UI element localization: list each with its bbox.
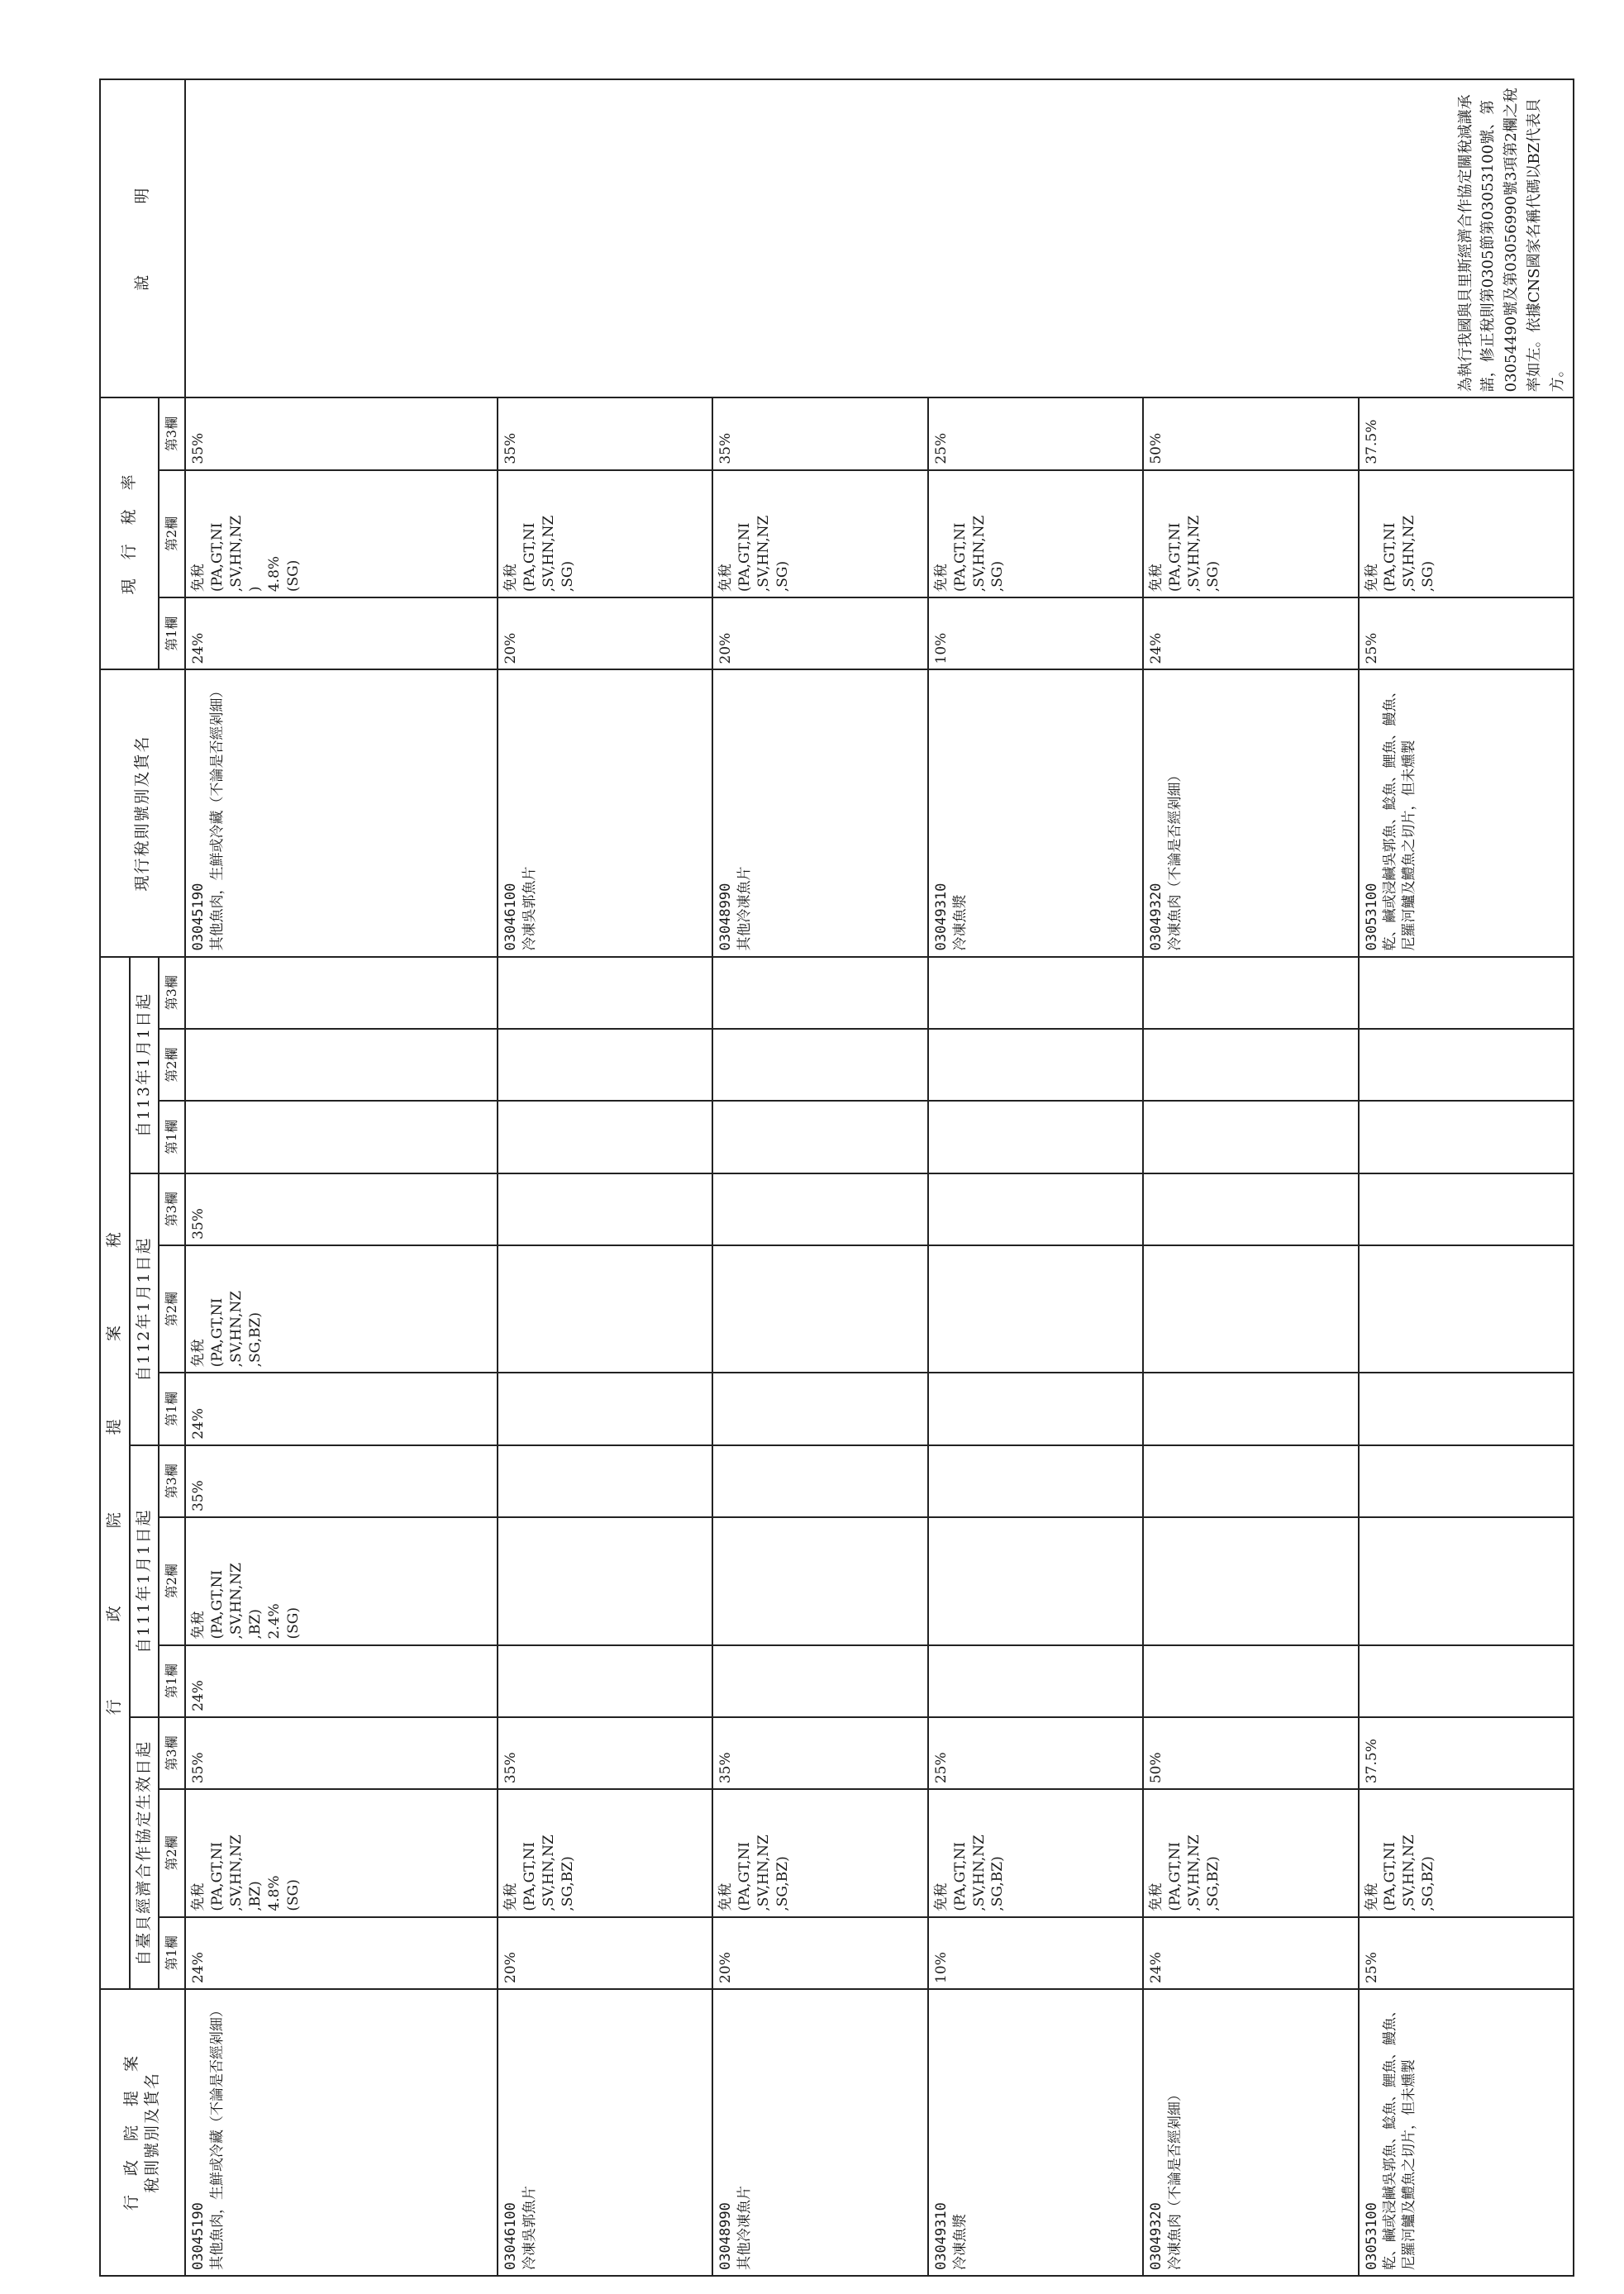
y112-rate-col3 xyxy=(712,1173,927,1245)
group-effective: 自臺貝經濟合作協定生效日起 xyxy=(130,1717,160,1989)
table-row xyxy=(498,79,712,2276)
cur-rate-col3 xyxy=(185,397,498,469)
y111-rate-col3 xyxy=(928,1445,1143,1517)
current-item xyxy=(1143,669,1358,956)
rate-value: 35% xyxy=(502,1752,519,1784)
rate-value: 免稅 (PA,GT,NI ,SV,HN,NZ ,SG) xyxy=(502,515,576,593)
current-tariff-code: 03049320 xyxy=(1148,883,1165,951)
tariff-code: 03049310 xyxy=(932,2202,950,2270)
cur-rate-col2 xyxy=(185,470,498,597)
rate-value: 免稅 (PA,GT,NI ,SV,HN,NZ ,SG,BZ) xyxy=(1148,1835,1222,1911)
header-row-cols xyxy=(159,79,185,2276)
rate-value: 24% xyxy=(189,632,207,664)
rate-value: 10% xyxy=(932,1952,950,1983)
current-item xyxy=(1359,669,1574,956)
rate-value: 50% xyxy=(1148,1752,1165,1784)
y112-rate-col2 xyxy=(928,1245,1143,1373)
tariff-table xyxy=(99,79,1574,2277)
y112-rate-col1 xyxy=(712,1373,927,1444)
proposal-item xyxy=(712,1989,927,2276)
cur-rate-col2 xyxy=(1359,470,1574,597)
y113-rate-col1 xyxy=(1359,1101,1574,1173)
y111-rate-col1 xyxy=(1143,1645,1358,1717)
y113-col1: 第1欄 xyxy=(159,1101,185,1173)
cur-rate-col3 xyxy=(712,397,927,469)
y113-rate-col1 xyxy=(928,1101,1143,1173)
rate-value: 20% xyxy=(502,1952,519,1983)
y111-rate-col3 xyxy=(712,1445,927,1517)
cur-rate-col3 xyxy=(1143,397,1358,469)
y112-rate-col1 xyxy=(928,1373,1143,1444)
rate-value: 35% xyxy=(189,1208,207,1240)
y113-rate-col2 xyxy=(1143,1029,1358,1101)
eff-rate-col3 xyxy=(185,1717,498,1789)
remarks-text: 為執行我國與貝里斯經濟合作協定關稅減讓承諾，修正稅則第0305節第03053100號、第03054490號及第03056990號3項第2欄之稅率如左。依據CNS國家名稱代碼以BZ代表貝方。 xyxy=(1456,88,1567,393)
rate-value: 20% xyxy=(717,632,735,664)
tariff-code: 03048990 xyxy=(717,2202,735,2270)
proposal-code-col: 稅則號別及貨名 xyxy=(143,2071,162,2193)
rate-value: 35% xyxy=(189,1480,207,1512)
current-goods-name: 冷凍魚肉（不論是否經剁細） xyxy=(1167,768,1183,951)
table-row xyxy=(1359,79,1574,2276)
rate-value: 20% xyxy=(717,1952,735,1983)
y113-rate-col1 xyxy=(498,1101,712,1173)
y111-rate-col2 xyxy=(928,1517,1143,1644)
goods-name: 其他冷凍魚片 xyxy=(736,2186,754,2270)
cur-rate-col2 xyxy=(498,470,712,597)
y111-rate-col1 xyxy=(1359,1645,1574,1717)
rate-value: 免稅 (PA,GT,NI ,SV,HN,NZ ) 4.8% (SG) xyxy=(189,515,302,593)
rate-value: 免稅 (PA,GT,NI ,SV,HN,NZ ,SG,BZ) xyxy=(1363,1835,1437,1911)
group-112: 自112年1月1日起 xyxy=(130,1173,160,1445)
proposal-item xyxy=(185,1989,498,2276)
eff-rate-col1 xyxy=(185,1917,498,1989)
y111-rate-col2 xyxy=(498,1517,712,1644)
y113-rate-col3 xyxy=(185,957,498,1029)
y112-rate-col3 xyxy=(185,1173,498,1245)
y111-col1: 第1欄 xyxy=(159,1645,185,1717)
tariff-code: 03049320 xyxy=(1148,2202,1165,2270)
rate-value: 免稅 (PA,GT,NI ,SV,HN,NZ ,BZ) 4.8% (SG) xyxy=(189,1835,302,1911)
cur-rate-col2 xyxy=(1143,470,1358,597)
cur-col1: 第1欄 xyxy=(159,597,185,669)
cur-rate-col1 xyxy=(498,597,712,669)
current-tariff-code: 03053100 xyxy=(1363,883,1380,951)
eff-rate-col1 xyxy=(498,1917,712,1989)
eff-col2: 第2欄 xyxy=(159,1789,185,1916)
y111-rate-col2 xyxy=(712,1517,927,1644)
remarks-header: 說 明 xyxy=(100,79,185,397)
goods-name: 冷凍魚肉（不論是否經剁細） xyxy=(1167,2087,1183,2270)
cur-rate-col1 xyxy=(928,597,1143,669)
cur-rate-col2 xyxy=(712,470,927,597)
y113-rate-col1 xyxy=(712,1101,927,1173)
y113-rate-col2 xyxy=(928,1029,1143,1101)
rate-value: 24% xyxy=(189,1407,207,1440)
rate-value: 37.5% xyxy=(1363,1739,1380,1784)
shui-label: 稅 xyxy=(105,1230,123,1249)
y111-col3: 第3欄 xyxy=(159,1445,185,1517)
tariff-code: 03046100 xyxy=(502,2202,519,2270)
current-item xyxy=(498,669,712,956)
rate-value: 免稅 (PA,GT,NI ,SV,HN,NZ ,SG,BZ) xyxy=(932,1835,1007,1911)
y113-rate-col2 xyxy=(1359,1029,1574,1101)
y111-rate-col1 xyxy=(498,1645,712,1717)
rate-value: 25% xyxy=(1363,1952,1380,1983)
y113-rate-col1 xyxy=(185,1101,498,1173)
ti-label: 提 xyxy=(105,1417,123,1435)
rate-value: 免稅 (PA,GT,NI ,SV,HN,NZ ,SG) xyxy=(1363,515,1437,593)
zheng-label: 政 xyxy=(105,1604,123,1622)
rate-value: 免稅 (PA,GT,NI ,SV,HN,NZ ,SG) xyxy=(1148,515,1222,593)
y111-rate-col2 xyxy=(1143,1517,1358,1644)
y112-col3: 第3欄 xyxy=(159,1173,185,1245)
eff-rate-col1 xyxy=(712,1917,927,1989)
rate-value: 35% xyxy=(502,432,519,464)
table-row xyxy=(1143,79,1358,2276)
tariff-code: 03045190 xyxy=(189,2202,207,2270)
proposal-left-label: 行 xyxy=(105,1697,123,1716)
rate-value: 免稅 (PA,GT,NI ,SV,HN,NZ ,BZ) 2.4% (SG) xyxy=(189,1563,302,1640)
y112-col2: 第2欄 xyxy=(159,1245,185,1373)
rate-value: 35% xyxy=(717,1752,735,1784)
rate-value: 免稅 (PA,GT,NI ,SV,HN,NZ ,SG,BZ) xyxy=(717,1835,791,1911)
y112-rate-col3 xyxy=(498,1173,712,1245)
y111-rate-col3 xyxy=(185,1445,498,1517)
y111-col2: 第2欄 xyxy=(159,1517,185,1644)
eff-rate-col2 xyxy=(928,1789,1143,1916)
current-goods-name: 冷凍魚漿 xyxy=(951,894,969,951)
remarks-cell xyxy=(185,79,1574,397)
cur-rate-col3 xyxy=(498,397,712,469)
y111-rate-col2 xyxy=(185,1517,498,1644)
y112-rate-col3 xyxy=(928,1173,1143,1245)
rate-value: 10% xyxy=(932,632,950,664)
proposal-title: 行 政 院 提 案 xyxy=(121,2054,140,2211)
y113-rate-col2 xyxy=(185,1029,498,1101)
cur-col3: 第3欄 xyxy=(159,397,185,469)
proposal-rate-header xyxy=(100,957,130,1989)
y113-col3: 第3欄 xyxy=(159,957,185,1029)
proposal-code-header xyxy=(100,1989,185,2276)
eff-rate-col1 xyxy=(1143,1917,1358,1989)
eff-rate-col3 xyxy=(1143,1717,1358,1789)
y112-rate-col1 xyxy=(498,1373,712,1444)
rate-value: 免稅 (PA,GT,NI ,SV,HN,NZ ,SG,BZ) xyxy=(189,1290,264,1368)
y111-rate-col2 xyxy=(1359,1517,1574,1644)
current-rate-header: 現 行 稅 率 xyxy=(100,397,159,669)
y111-rate-col1 xyxy=(712,1645,927,1717)
eff-rate-col3 xyxy=(928,1717,1143,1789)
proposal-item xyxy=(928,1989,1143,2276)
cur-rate-col3 xyxy=(1359,397,1574,469)
rate-value: 37.5% xyxy=(1363,419,1380,464)
y111-rate-col3 xyxy=(498,1445,712,1517)
cur-rate-col3 xyxy=(928,397,1143,469)
current-item xyxy=(928,669,1143,956)
eff-col1: 第1欄 xyxy=(159,1917,185,1989)
cur-rate-col1 xyxy=(1143,597,1358,669)
cur-rate-col1 xyxy=(712,597,927,669)
tariff-sheet xyxy=(99,79,1574,2277)
proposal-item xyxy=(498,1989,712,2276)
rate-value: 25% xyxy=(1363,632,1380,664)
y113-rate-col2 xyxy=(498,1029,712,1101)
y113-rate-col3 xyxy=(928,957,1143,1029)
y112-rate-col2 xyxy=(712,1245,927,1373)
current-item xyxy=(185,669,498,956)
eff-rate-col1 xyxy=(928,1917,1143,1989)
rate-value: 24% xyxy=(1148,632,1165,664)
current-goods-name: 其他魚肉，生鮮或冷藏（不論是否經剁細） xyxy=(208,683,226,951)
group-113: 自113年1月1日起 xyxy=(130,957,160,1173)
current-goods-name: 乾、鹹或浸鹹吳郭魚、鯰魚、鯉魚、鰻魚、尼羅河鱸及鱧魚之切片，但未燻製 xyxy=(1382,683,1418,951)
y112-rate-col3 xyxy=(1359,1173,1574,1245)
table-row xyxy=(928,79,1143,2276)
goods-name: 冷凍魚漿 xyxy=(951,2214,969,2270)
goods-name: 乾、鹹或浸鹹吳郭魚、鯰魚、鯉魚、鰻魚、尼羅河鱸及鱧魚之切片，但未燻製 xyxy=(1382,2003,1418,2270)
eff-rate-col2 xyxy=(1143,1789,1358,1916)
table-row xyxy=(712,79,927,2276)
current-goods-name: 冷凍吳郭魚片 xyxy=(521,866,538,951)
current-goods-name: 其他冷凍魚片 xyxy=(736,866,754,951)
rate-value: 免稅 (PA,GT,NI ,SV,HN,NZ ,SG,BZ) xyxy=(502,1835,576,1911)
y112-rate-col2 xyxy=(498,1245,712,1373)
y112-rate-col3 xyxy=(1143,1173,1358,1245)
tariff-code: 03053100 xyxy=(1363,2202,1380,2270)
rate-value: 24% xyxy=(189,1680,207,1711)
y111-rate-col1 xyxy=(185,1645,498,1717)
an-label: 案 xyxy=(105,1324,123,1342)
y112-rate-col1 xyxy=(1143,1373,1358,1444)
y111-rate-col1 xyxy=(928,1645,1143,1717)
group-111: 自111年1月1日起 xyxy=(130,1445,160,1717)
rate-value: 50% xyxy=(1148,432,1165,464)
y111-rate-col3 xyxy=(1143,1445,1358,1517)
y113-rate-col2 xyxy=(712,1029,927,1101)
header-row-top xyxy=(100,79,130,2276)
rate-value: 免稅 (PA,GT,NI ,SV,HN,NZ ,SG) xyxy=(932,515,1007,593)
y113-rate-col3 xyxy=(1359,957,1574,1029)
yuan-label: 院 xyxy=(105,1511,123,1529)
eff-rate-col3 xyxy=(498,1717,712,1789)
y112-rate-col2 xyxy=(1359,1245,1574,1373)
current-tariff-code: 03049310 xyxy=(932,883,950,951)
eff-rate-col2 xyxy=(498,1789,712,1916)
table-row xyxy=(185,79,498,2276)
eff-rate-col2 xyxy=(185,1789,498,1916)
y113-rate-col3 xyxy=(1143,957,1358,1029)
current-tariff-code: 03046100 xyxy=(502,883,519,951)
rate-value: 24% xyxy=(1148,1952,1165,1983)
y112-rate-col2 xyxy=(185,1245,498,1373)
eff-col3: 第3欄 xyxy=(159,1717,185,1789)
current-item xyxy=(712,669,927,956)
eff-rate-col2 xyxy=(1359,1789,1574,1916)
current-code-header: 現行稅則號別及貨名 xyxy=(100,669,185,956)
cur-rate-col1 xyxy=(1359,597,1574,669)
current-tariff-code: 03045190 xyxy=(189,883,207,951)
y113-rate-col3 xyxy=(712,957,927,1029)
cur-col2: 第2欄 xyxy=(159,470,185,597)
goods-name: 冷凍吳郭魚片 xyxy=(521,2186,538,2270)
y112-col1: 第1欄 xyxy=(159,1373,185,1444)
eff-rate-col1 xyxy=(1359,1917,1574,1989)
tariff-body xyxy=(185,79,1574,2276)
proposal-item xyxy=(1359,1989,1574,2276)
eff-rate-col3 xyxy=(712,1717,927,1789)
y113-col2: 第2欄 xyxy=(159,1029,185,1101)
y113-rate-col3 xyxy=(498,957,712,1029)
y112-rate-col1 xyxy=(185,1373,498,1444)
rate-value: 25% xyxy=(932,1752,950,1784)
rate-value: 35% xyxy=(189,432,207,464)
proposal-item xyxy=(1143,1989,1358,2276)
y112-rate-col1 xyxy=(1359,1373,1574,1444)
y112-rate-col2 xyxy=(1143,1245,1358,1373)
goods-name: 其他魚肉，生鮮或冷藏（不論是否經剁細） xyxy=(208,2003,226,2270)
y113-rate-col1 xyxy=(1143,1101,1358,1173)
rate-value: 免稅 (PA,GT,NI ,SV,HN,NZ ,SG) xyxy=(717,515,791,593)
y111-rate-col3 xyxy=(1359,1445,1574,1517)
rate-value: 35% xyxy=(717,432,735,464)
eff-rate-col3 xyxy=(1359,1717,1574,1789)
cur-rate-col1 xyxy=(185,597,498,669)
rate-value: 20% xyxy=(502,632,519,664)
rate-value: 25% xyxy=(932,432,950,464)
cur-rate-col2 xyxy=(928,470,1143,597)
eff-rate-col2 xyxy=(712,1789,927,1916)
rate-value: 35% xyxy=(189,1752,207,1784)
rate-value: 24% xyxy=(189,1952,207,1983)
current-tariff-code: 03048990 xyxy=(717,883,735,951)
